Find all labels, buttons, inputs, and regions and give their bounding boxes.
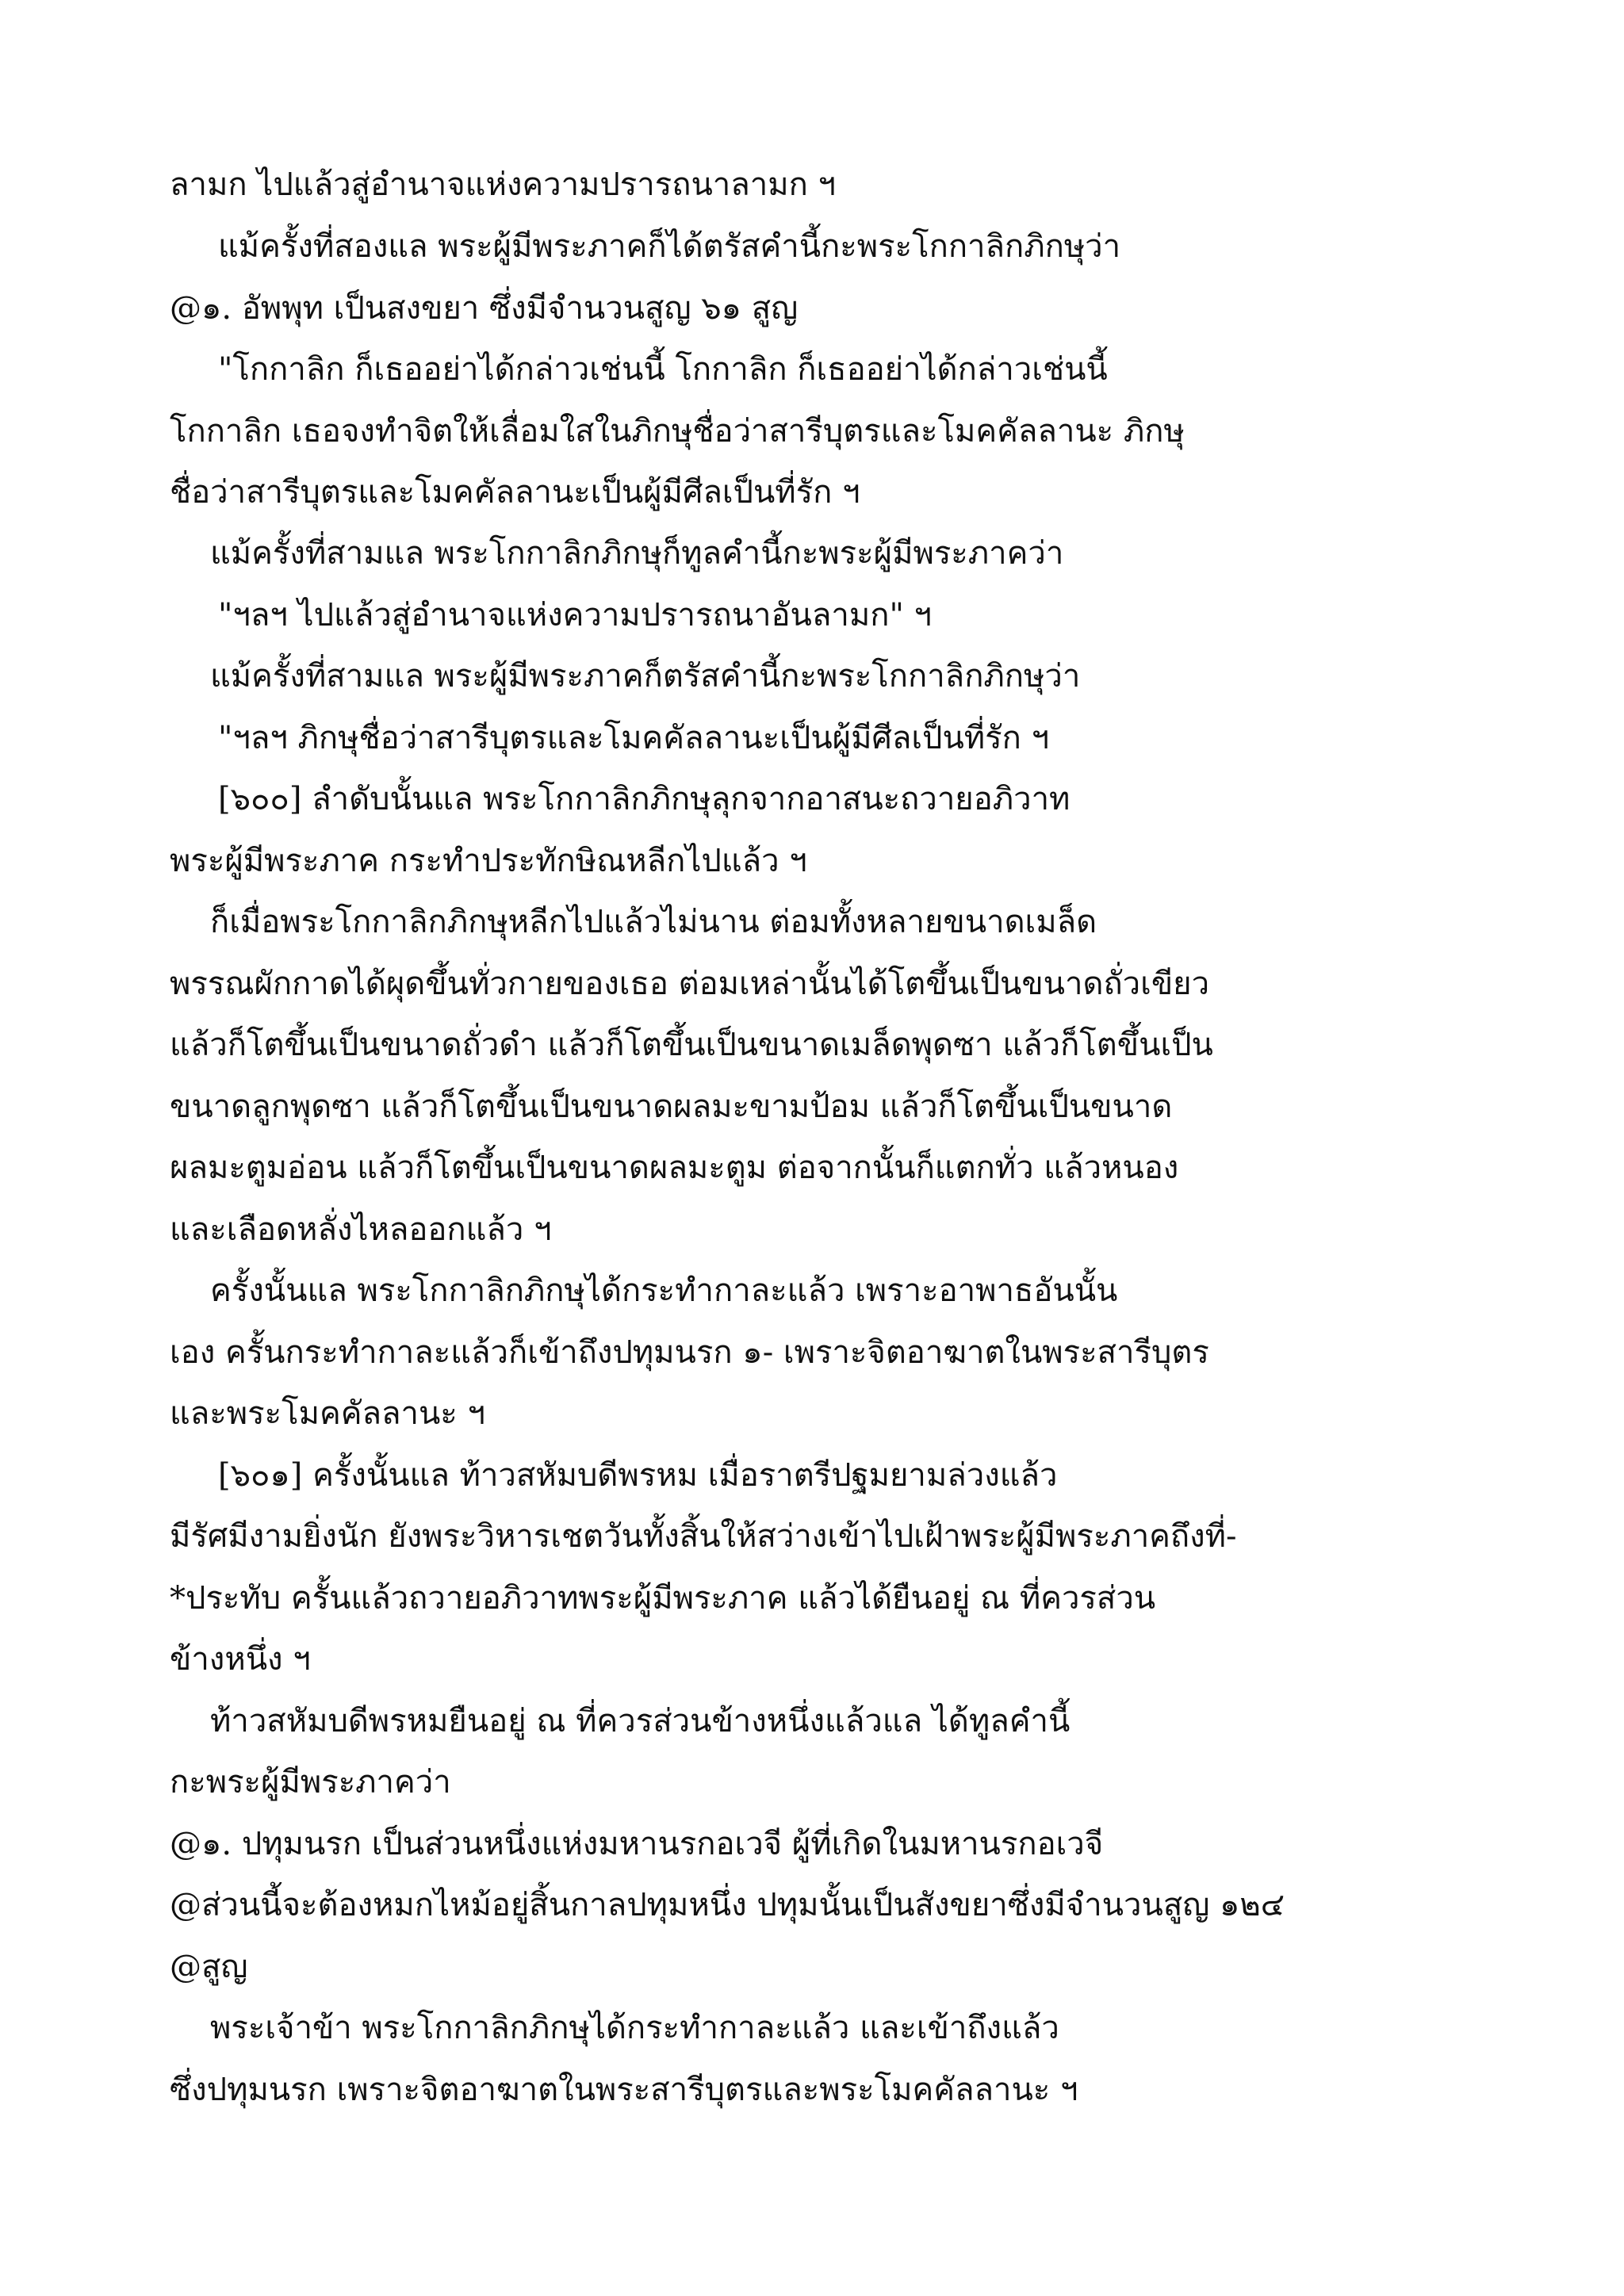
text-line: พระผู้มีพระภาค กระทำประทักษิณหลีกไปแล้ว ฯ [170, 843, 807, 879]
text-line: โกกาลิก เธอจงทำจิตให้เลื่อมใสในภิกษุชื่อว่าสารีบุตรและโมคคัลลานะ ภิกษุ [170, 413, 1185, 450]
text-line: แม้ครั้งที่สามแล พระโกกาลิกภิกษุก็ทูลคำนี้กะพระผู้มีพระภาคว่า [210, 535, 1064, 572]
text-line: ขนาดลูกพุดซา แล้วก็โตขึ้นเป็นขนาดผลมะขามป้อม แล้วก็โตขึ้นเป็นขนาด [170, 1089, 1173, 1125]
text-line: ครั้งนั้นแล พระโกกาลิกภิกษุได้กระทำกาละแล้ว เพราะอาพาธอันนั้น [210, 1272, 1118, 1309]
text-line: [๖๐๐] ลำดับนั้นแล พระโกกาลิกภิกษุลุกจากอาสนะถวายอภิวาท [218, 781, 1071, 817]
footnote-line: @ส่วนนี้จะต้องหมกไหม้อยู่สิ้นกาลปทุมหนึ่ง ปทุมนั้นเป็นสังขยาซึ่งมีจำนวนสูญ ๑๒๔ [170, 1887, 1285, 1923]
footnote-line: @สูญ [170, 1949, 248, 1985]
text-line: และพระโมคคัลลานะ ฯ [170, 1395, 485, 1432]
text-line: "โกกาลิก ก็เธออย่าได้กล่าวเช่นนี้ โกกาลิก ก็เธออย่าได้กล่าวเช่นนี้ [218, 351, 1108, 388]
text-line: *ประทับ ครั้นแล้วถวายอภิวาทพระผู้มีพระภาค แล้วได้ยืนอยู่ ณ ที่ควรส่วน [170, 1580, 1156, 1617]
text-line: "ฯลฯ ภิกษุชื่อว่าสารีบุตรและโมคคัลลานะเป็นผู้มีศีลเป็นที่รัก ฯ [218, 720, 1050, 756]
text-line: แม้ครั้งที่สองแล พระผู้มีพระภาคก็ได้ตรัสคำนี้กะพระโกกาลิกภิกษุว่า [218, 228, 1121, 265]
text-line: พรรณผักกาดได้ผุดขึ้นทั่วกายของเธอ ต่อมเหล่านั้นได้โตขึ้นเป็นขนาดถั่วเขียว [170, 966, 1210, 1002]
text-line: และเลือดหลั่งไหลออกแล้ว ฯ [170, 1211, 552, 1248]
footnote-line: @๑. ปทุมนรก เป็นส่วนหนึ่งแห่งมหานรกอเวจี ผู้ที่เกิดในมหานรกอเวจี [170, 1826, 1104, 1862]
text-line: [๖๐๑] ครั้งนั้นแล ท้าวสหัมบดีพรหม เมื่อราตรีปฐมยามล่วงแล้ว [218, 1457, 1058, 1494]
text-line: แล้วก็โตขึ้นเป็นขนาดถั่วดำ แล้วก็โตขึ้นเป็นขนาดเมล็ดพุดซา แล้วก็โตขึ้นเป็น [170, 1027, 1213, 1063]
text-line: พระเจ้าข้า พระโกกาลิกภิกษุได้กระทำกาละแล้ว และเข้าถึงแล้ว [210, 2010, 1059, 2046]
text-line: ซึ่งปทุมนรก เพราะจิตอาฆาตในพระสารีบุตรและพระโมคคัลลานะ ฯ [170, 2072, 1078, 2108]
text-line: "ฯลฯ ไปแล้วสู่อำนาจแห่งความปรารถนาอันลามก" ฯ [218, 597, 933, 633]
text-line: ข้างหนึ่ง ฯ [170, 1641, 311, 1678]
text-line: ท้าวสหัมบดีพรหมยืนอยู่ ณ ที่ควรส่วนข้างหนึ่งแล้วแล ได้ทูลคำนี้ [210, 1703, 1071, 1739]
text-line: ลามก ไปแล้วสู่อำนาจแห่งความปรารถนาลามก ฯ [170, 166, 836, 203]
text-line: กะพระผู้มีพระภาคว่า [170, 1764, 451, 1800]
text-line: มีรัศมีงามยิ่งนัก ยังพระวิหารเชตวันทั้งสิ้นให้สว่างเข้าไปเฝ้าพระผู้มีพระภาคถึงที่- [170, 1518, 1237, 1555]
footnote-line: @๑. อัพพุท เป็นสงขยา ซึ่งมีจำนวนสูญ ๖๑ สูญ [170, 290, 799, 327]
text-line: เอง ครั้นกระทำกาละแล้วก็เข้าถึงปทุมนรก ๑- เพราะจิตอาฆาตในพระสารีบุตร [170, 1334, 1209, 1371]
text-line: ก็เมื่อพระโกกาลิกภิกษุหลีกไปแล้วไม่นาน ต่อมทั้งหลายขนาดเมล็ด [210, 904, 1097, 940]
text-line: แม้ครั้งที่สามแล พระผู้มีพระภาคก็ตรัสคำนี้กะพระโกกาลิกภิกษุว่า [210, 658, 1081, 695]
text-line: ชื่อว่าสารีบุตรและโมคคัลลานะเป็นผู้มีศีลเป็นที่รัก ฯ [170, 474, 860, 511]
text-line: ผลมะตูมอ่อน แล้วก็โตขึ้นเป็นขนาดผลมะตูม ต่อจากนั้นก็แตกทั่ว แล้วหนอง [170, 1150, 1179, 1186]
